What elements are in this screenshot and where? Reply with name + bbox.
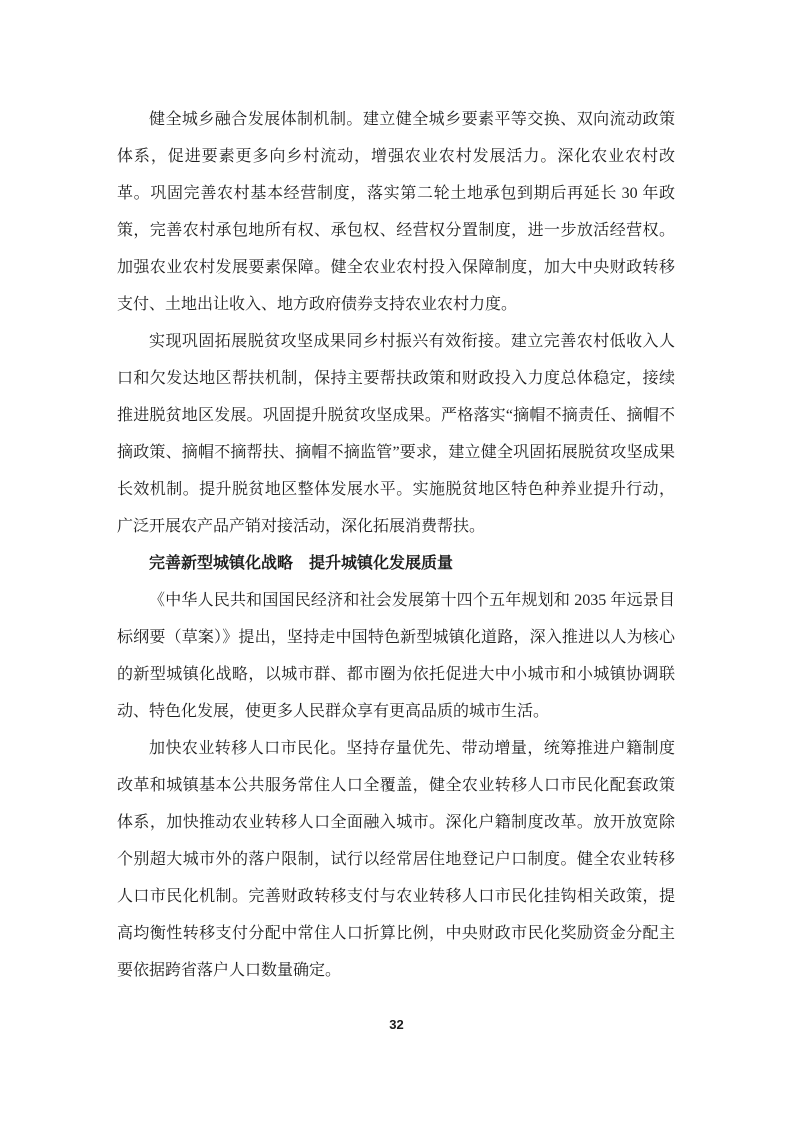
- paragraph-poverty-alleviation: 实现巩固拓展脱贫攻坚成果同乡村振兴有效衔接。建立完善农村低收入人口和欠发达地区帮扶机制，保持主要帮扶政策和财政投入力度总体稳定，接续推进脱贫地区发展。巩固提升脱贫攻坚成果。严格落实“摘帽不摘责任、摘帽不摘政策、摘帽不摘帮扶、摘帽不摘监管”要求，建立健全巩固拓展脱贫攻坚成果长效机制。提升脱贫地区整体发展水平。实施脱贫地区特色种养业提升行动，广泛开展农产品产销对接活动，深化拓展消费帮扶。: [117, 333, 675, 535]
- paragraph-migrant-citizenization: 加快农业转移人口市民化。坚持存量优先、带动增量，统筹推进户籍制度改革和城镇基本公共服务常住人口全覆盖，健全农业转移人口市民化配套政策体系，加快推动农业转移人口全面融入城市。深化户籍制度改革。放开放宽除个别超大城市外的落户限制，试行以经常居住地登记户口制度。健全农业转移人口市民化机制。完善财政转移支付与农业转移人口市民化挂钩相关政策，提高均衡性转移支付分配中常住人口折算比例，中央财政市民化奖励资金分配主要依据跨省落户人口数量确定。: [117, 740, 675, 979]
- page-number: 32: [389, 1017, 404, 1032]
- paragraph-rural-integration: 健全城乡融合发展体制机制。建立健全城乡要素平等交换、双向流动政策体系，促进要素更多向乡村流动，增强农业农村发展活力。深化农业农村改革。巩固完善农村基本经营制度，落实第二轮土地承包到期后再延长 30 年政策，完善农村承包地所有权、承包权、经营权分置制度，进一步放活经营权。加强农业农村发展要素保障。健全农业农村投入保障制度，加大中央财政转移支付、土地出让收入、地方政府债券支持农业农村力度。: [117, 111, 675, 313]
- paragraph-urbanization-strategy: 《中华人民共和国国民经济和社会发展第十四个五年规划和 2035 年远景目标纲要（草案）》提出，坚持走中国特色新型城镇化道路，深入推进以人为核心的新型城镇化战略，以城市群、都市圈为依托促进大中小城市和小城镇协调联动、特色化发展，使更多人民群众享有更高品质的城市生活。: [117, 592, 675, 720]
- section-heading-urbanization: 完善新型城镇化战略 提升城镇化发展质量: [149, 555, 454, 572]
- document-body: [117, 101, 675, 989]
